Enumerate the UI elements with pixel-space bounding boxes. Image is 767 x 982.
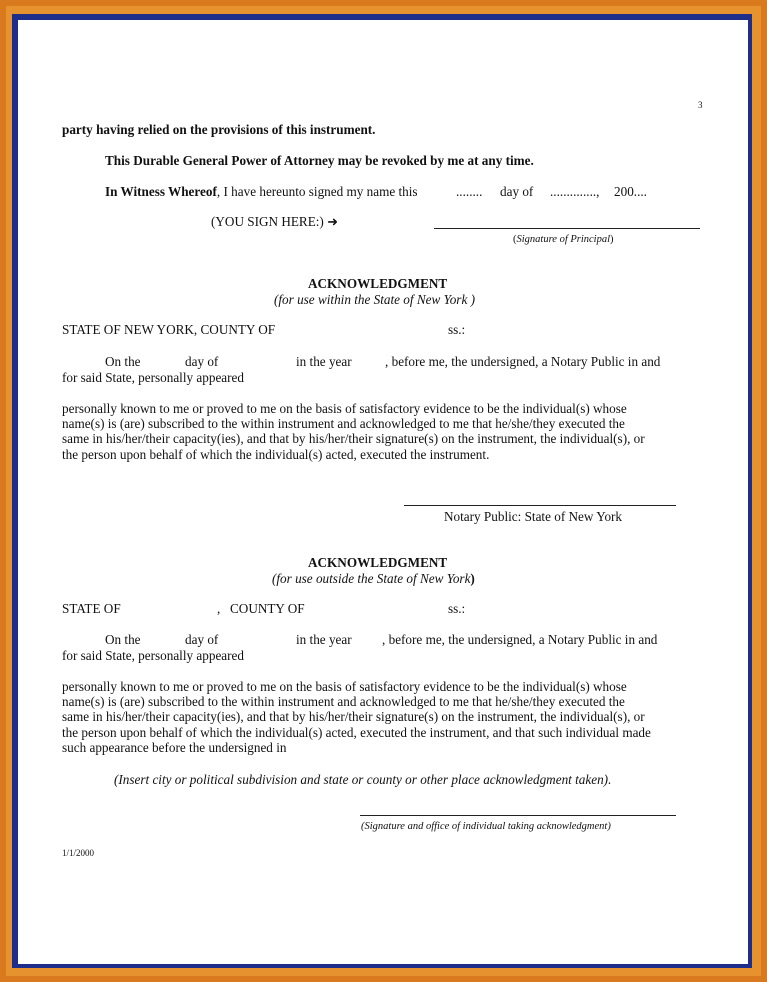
ack2-body-line: name(s) is (are) subscribed to the within instrument and acknowledged to me that he/she/they executed the [62, 694, 625, 709]
ack2-title: ACKNOWLEDGMENT [308, 555, 448, 570]
footer-date: 1/1/2000 [62, 848, 95, 858]
ack2-on-the: On the [105, 632, 141, 647]
ack1-before-me: , before me, the undersigned, a Notary Public in and [385, 354, 661, 369]
ack1-in-the-year: in the year [296, 354, 352, 369]
ack2-day-of: day of [185, 632, 219, 647]
ack2-ss: ss.: [448, 601, 466, 616]
ack1-title: ACKNOWLEDGMENT [308, 276, 448, 291]
notary-caption: Notary Public: State of New York [444, 509, 623, 524]
acknowledgment-signature-line[interactable] [360, 815, 676, 816]
ack1-ss: ss.: [448, 322, 466, 337]
top-line: party having relied on the provisions of this instrument. [62, 122, 376, 137]
ack2-in-the-year: in the year [296, 632, 352, 647]
witness-line [105, 184, 418, 199]
witness-dots-2: .............., [550, 184, 600, 199]
ack1-for-said: for said State, personally appeared [62, 370, 244, 385]
ack1-on-the: On the [105, 354, 141, 369]
ack1-state-line: STATE OF NEW YORK, COUNTY OF [62, 322, 276, 337]
ack1-body-line: name(s) is (are) subscribed to the within instrument and acknowledged to me that he/she/they executed the [62, 416, 625, 431]
ack2-state-of: STATE OF [62, 601, 121, 616]
ack1-body-line: the person upon behalf of which the individual(s) acted, executed the instrument. [62, 447, 490, 462]
ack2-body-line: the person upon behalf of which the individual(s) acted, executed the instrument, and that such individual made [62, 725, 651, 740]
ack1-body-line: personally known to me or proved to me on the basis of satisfactory evidence to be the individual(s) whose [62, 401, 627, 416]
witness-day-of: day of [500, 184, 534, 199]
notary-signature-line[interactable] [404, 505, 676, 506]
witness-year: 200.... [614, 184, 647, 199]
ack2-body-line: such appearance before the undersigned in [62, 740, 287, 755]
ack2-for-said: for said State, personally appeared [62, 648, 244, 663]
witness-label: In Witness Whereof [105, 184, 217, 199]
ack2-before-me: , before me, the undersigned, a Notary Public in and [382, 632, 658, 647]
principal-caption: (Signature of Principal) [513, 234, 614, 245]
ack1-subtitle: (for use within the State of New York ) [274, 292, 475, 307]
ack2-body-line: same in his/her/their capacity(ies), and that by his/her/their signature(s) on the instrument, the individual(s), or [62, 709, 645, 724]
witness-text: , I have hereunto signed my name this [216, 184, 418, 199]
sign-here-label: (YOU SIGN HERE:) ➜ [211, 214, 339, 229]
ack1-body-line: same in his/her/their capacity(ies), and that by his/her/their signature(s) on the instrument, the individual(s), or [62, 431, 645, 446]
ack2-insert-note: (Insert city or political subdivision and state or county or other place acknowledgment taken). [114, 772, 612, 787]
ack2-body-line: personally known to me or proved to me on the basis of satisfactory evidence to be the individual(s) whose [62, 679, 627, 694]
ack2-comma: , [217, 601, 221, 616]
ack2-county-of: COUNTY OF [230, 601, 305, 616]
page-number: 3 [698, 100, 703, 110]
ack1-day-of: day of [185, 354, 219, 369]
ack2-subtitle: (for use outside the State of New York) [272, 571, 475, 586]
ack2-sig-caption: (Signature and office of individual taking acknowledgment) [361, 821, 611, 832]
witness-dots-1: ........ [456, 184, 483, 199]
revocation-statement: This Durable General Power of Attorney may be revoked by me at any time. [105, 153, 534, 168]
document-page [18, 20, 748, 964]
principal-signature-line[interactable] [434, 228, 700, 229]
